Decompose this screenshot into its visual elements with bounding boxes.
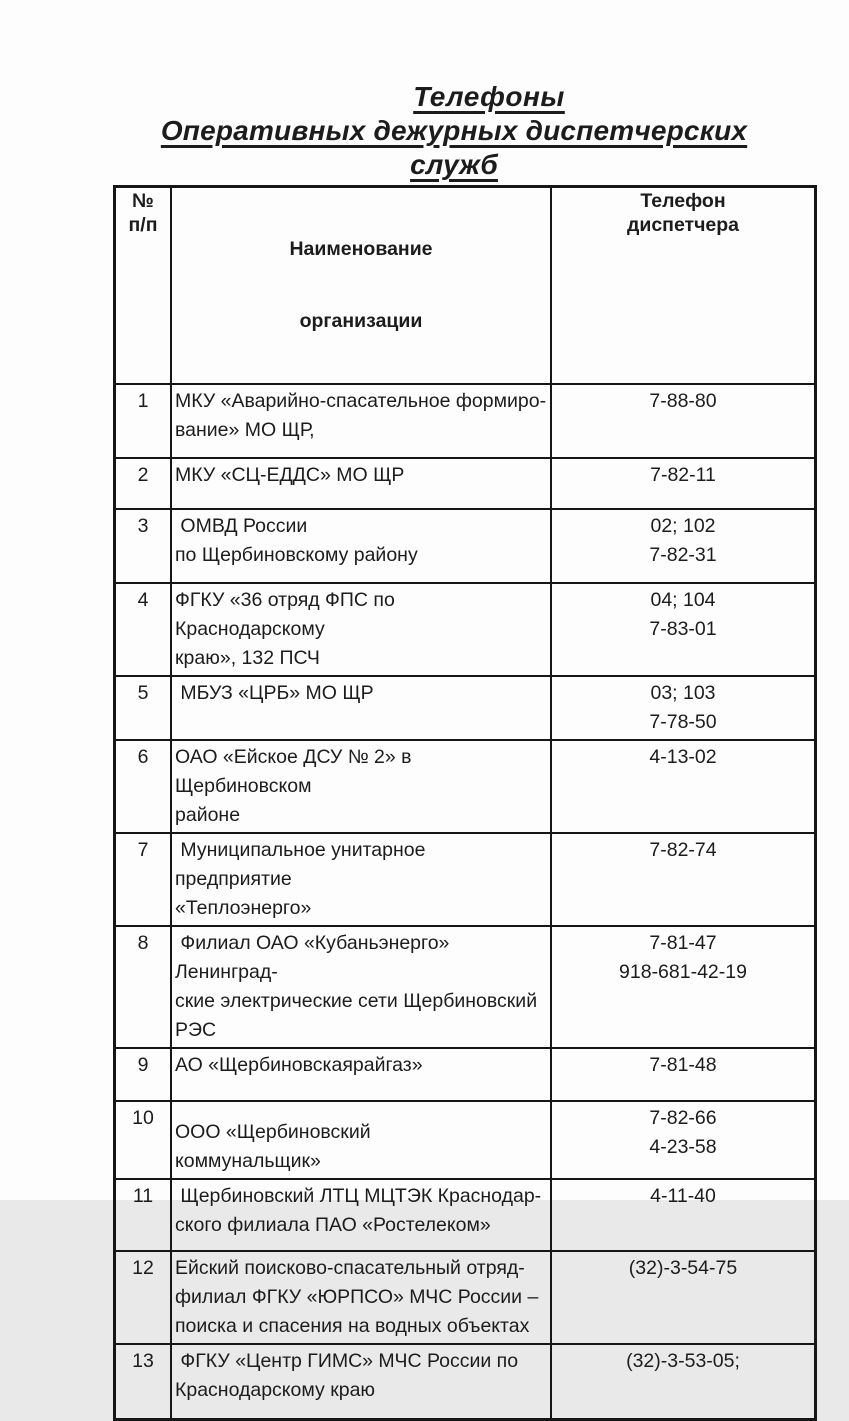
phone-cell-line: 7-78-50 — [649, 711, 717, 733]
row-number-cell-line: 9 — [137, 1054, 149, 1076]
row-number-cell-line: 7 — [137, 839, 149, 861]
organization-cell — [171, 509, 551, 583]
organization-cell-line: коммунальщик» — [175, 1150, 321, 1172]
organization-cell-line: МКУ «Аварийно-спасательное формиро- — [175, 390, 547, 412]
organization-cell-line: АО «Щербиновскаярайгаз» — [175, 1054, 423, 1076]
row-number-cell-line: 13 — [132, 1350, 154, 1372]
header-cell-number — [115, 187, 172, 385]
table-row — [115, 1101, 816, 1179]
phone-cell-line: 7-81-47 — [649, 932, 717, 954]
row-number-cell-line: 11 — [132, 1185, 154, 1207]
phone-cell — [551, 833, 816, 926]
row-number-cell-line: 12 — [132, 1257, 154, 1279]
row-number-cell — [115, 1344, 172, 1419]
table-row — [115, 583, 816, 676]
phone-cell-line: 7-82-66 — [649, 1107, 717, 1129]
row-number-cell — [115, 384, 172, 458]
organization-cell-line: Филиал ОАО «Кубаньэнерго» Ленинград- — [175, 932, 455, 983]
organization-cell — [171, 1251, 551, 1344]
row-number-cell-line: 6 — [137, 746, 149, 768]
header-phone-line2: диспетчера — [626, 214, 740, 236]
header-phone-line1: Телефон — [640, 190, 726, 212]
phone-cell — [551, 384, 816, 458]
organization-cell-line: Краснодарскому краю — [175, 1379, 376, 1401]
organization-cell-line: «Теплоэнерго» — [175, 897, 312, 919]
phone-cell-line: 7-82-74 — [649, 839, 717, 861]
phone-cell-line: 04; 104 — [650, 589, 716, 611]
row-number-cell — [115, 1179, 172, 1251]
dispatch-phone-table — [113, 185, 817, 1421]
organization-cell-line: вание» МО ЩР, — [175, 419, 315, 441]
organization-cell-line: по Щербиновскому району — [175, 544, 418, 566]
row-number-cell — [115, 926, 172, 1048]
phone-cell-line: 7-83-01 — [649, 618, 717, 640]
organization-cell — [171, 458, 551, 509]
table-header-row — [115, 187, 816, 385]
organization-cell-line: ОМВД России — [175, 515, 308, 537]
header-organization-line2: организации — [299, 310, 423, 332]
table-row — [115, 1048, 816, 1101]
phone-cell-line: 7-81-48 — [649, 1054, 717, 1076]
row-number-cell — [115, 833, 172, 926]
phone-cell — [551, 583, 816, 676]
row-number-cell — [115, 1101, 172, 1179]
table-row — [115, 1344, 816, 1419]
header-cell-phone — [551, 187, 816, 385]
organization-cell-line: Муниципальное унитарное предприятие — [175, 839, 431, 890]
document-title: Телефоны — [413, 81, 565, 112]
phone-cell-line: 7-82-31 — [649, 544, 717, 566]
row-number-cell-line: 8 — [137, 932, 149, 954]
phone-cell-line: 4-23-58 — [649, 1136, 717, 1158]
phone-cell-line: 03; 103 — [650, 682, 716, 704]
table-row — [115, 833, 816, 926]
phone-cell-line: (32)-3-53-05; — [626, 1350, 740, 1372]
phone-cell — [551, 1179, 816, 1251]
phone-cell — [551, 926, 816, 1048]
organization-cell-line: ФГКУ «Центр ГИМС» МЧС России по — [175, 1350, 519, 1372]
phone-cell — [551, 676, 816, 740]
row-number-cell — [115, 1048, 172, 1101]
organization-cell-line: краю», 132 ПСЧ — [175, 647, 320, 669]
organization-cell-line: поиска и спасения на водных объектах — [175, 1315, 530, 1337]
organization-cell — [171, 583, 551, 676]
phone-cell — [551, 1344, 816, 1419]
row-number-cell — [115, 676, 172, 740]
organization-cell-line: районе — [175, 804, 241, 826]
phone-cell — [551, 740, 816, 833]
phone-cell-line: 4-13-02 — [649, 746, 717, 768]
phone-cell-line: (32)-3-54-75 — [628, 1257, 738, 1279]
organization-cell-line: ФГКУ «36 отряд ФПС по Краснодарскому — [175, 589, 401, 640]
table-body — [115, 384, 816, 1419]
organization-cell — [171, 676, 551, 740]
organization-cell-line: Ейский поисково-спасательный отряд- — [175, 1257, 525, 1279]
table-row — [115, 740, 816, 833]
header-number-line1: № — [132, 190, 154, 212]
header-number-line2: п/п — [128, 214, 158, 236]
organization-cell-line: Щербиновский ЛТЦ МЦТЭК Краснодар- — [175, 1185, 542, 1207]
header-cell-organization — [171, 187, 551, 385]
title-block — [113, 0, 795, 182]
phone-cell-line: 918-681-42-19 — [619, 961, 747, 983]
organization-cell — [171, 1344, 551, 1419]
row-number-cell — [115, 1251, 172, 1344]
phone-cell — [551, 1101, 816, 1179]
organization-cell-line: ООО «Щербиновский — [175, 1121, 371, 1143]
row-number-cell-line: 5 — [137, 682, 149, 704]
organization-cell-line: ские электрические сети Щербиновский — [175, 990, 538, 1012]
table-row — [115, 458, 816, 509]
phone-cell-line: 02; 102 — [650, 515, 716, 537]
table-row — [115, 926, 816, 1048]
organization-cell-line: филиал ФГКУ «ЮРПСО» МЧС России – — [175, 1286, 539, 1308]
document-subtitle: Оперативных дежурных диспетчерских служб — [160, 115, 748, 180]
organization-cell-line: ОАО «Ейское ДСУ № 2» в Щербиновском — [175, 746, 417, 797]
organization-cell — [171, 1101, 551, 1179]
phone-cell — [551, 1251, 816, 1344]
table-row — [115, 384, 816, 458]
table-row — [115, 676, 816, 740]
header-organization-line1: Наименование — [289, 238, 433, 260]
organization-cell-line: МКУ «СЦ-ЕДДС» МО ЩР — [175, 464, 405, 486]
organization-cell-line: ского филиала ПАО «Ростелеком» — [175, 1214, 491, 1236]
phone-cell — [551, 509, 816, 583]
row-number-cell — [115, 583, 172, 676]
organization-cell — [171, 926, 551, 1048]
organization-cell — [171, 384, 551, 458]
table-row — [115, 509, 816, 583]
table-row — [115, 1179, 816, 1251]
row-number-cell — [115, 458, 172, 509]
table-row — [115, 1251, 816, 1344]
organization-cell — [171, 1179, 551, 1251]
organization-cell — [171, 833, 551, 926]
row-number-cell-line: 1 — [137, 390, 149, 412]
organization-cell-line: РЭС — [175, 1019, 217, 1041]
phone-cell — [551, 1048, 816, 1101]
row-number-cell-line: 4 — [137, 589, 149, 611]
row-number-cell-line: 3 — [137, 515, 149, 537]
row-number-cell — [115, 509, 172, 583]
phone-cell-line: 7-88-80 — [649, 390, 717, 412]
organization-cell — [171, 740, 551, 833]
phone-cell-line: 7-82-11 — [650, 464, 716, 486]
row-number-cell-line: 10 — [132, 1107, 154, 1129]
row-number-cell — [115, 740, 172, 833]
row-number-cell-line: 2 — [137, 464, 149, 486]
organization-cell — [171, 1048, 551, 1101]
phone-cell-line: 4-11-40 — [650, 1185, 716, 1207]
phone-cell — [551, 458, 816, 509]
organization-cell-line: МБУЗ «ЦРБ» МО ЩР — [175, 682, 374, 704]
